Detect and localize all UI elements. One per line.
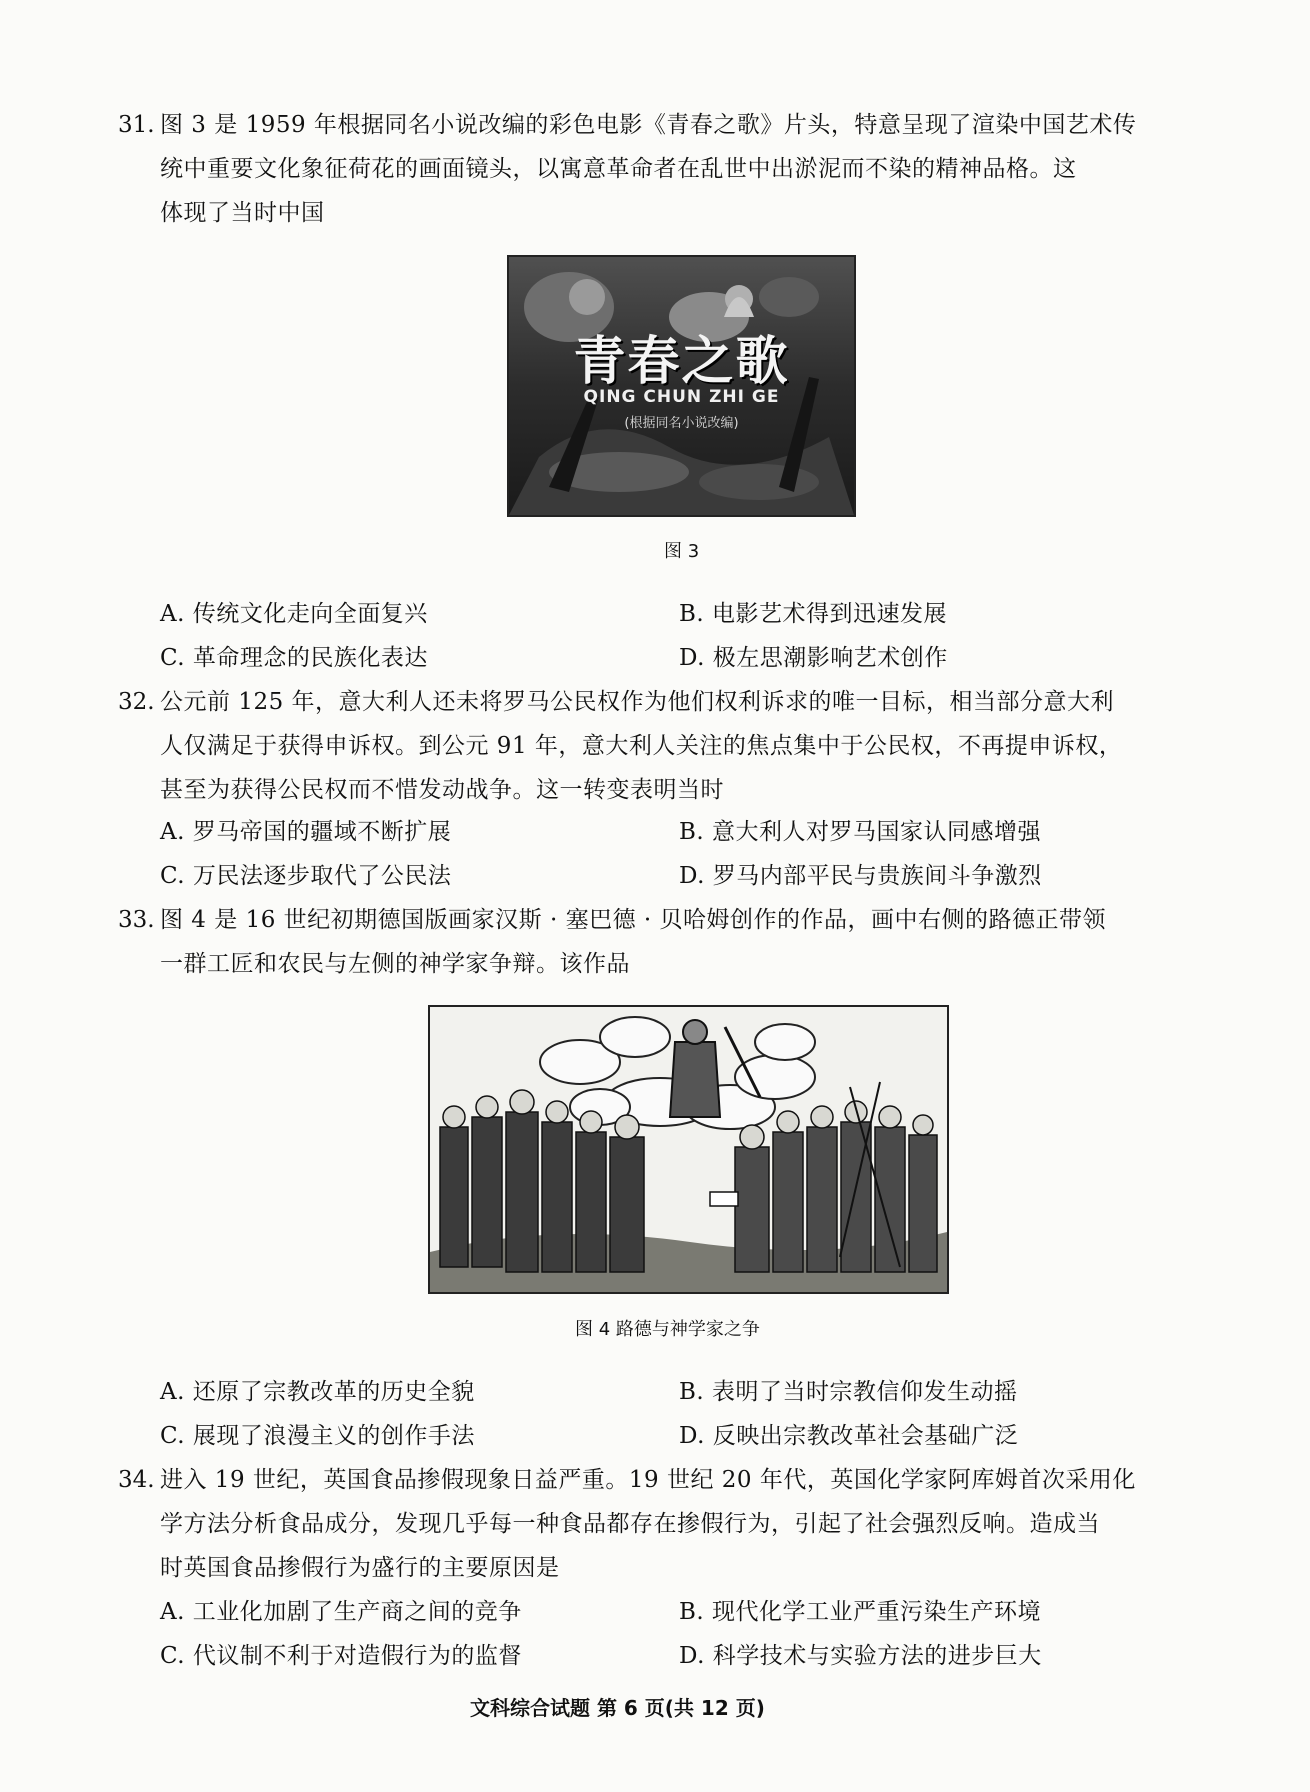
figure-3-film-still bbox=[507, 255, 856, 517]
film-title-pinyin: QING CHUN ZHI GE bbox=[583, 387, 780, 407]
film-title: 青春之歌 bbox=[573, 332, 790, 392]
question-text-line: 体现了当时中国 bbox=[160, 200, 325, 226]
question-number: 34. bbox=[118, 1467, 155, 1493]
option-a: A. 传统文化走向全面复兴 bbox=[160, 601, 428, 627]
option-a: A. 工业化加剧了生产商之间的竞争 bbox=[160, 1599, 522, 1625]
option-c: C. 万民法逐步取代了公民法 bbox=[160, 863, 452, 889]
option-d: D. 科学技术与实验方法的进步巨大 bbox=[679, 1643, 1042, 1669]
woodcut-image bbox=[430, 1007, 947, 1292]
option-c: C. 展现了浪漫主义的创作手法 bbox=[160, 1423, 475, 1449]
question-text-line: 人仅满足于获得申诉权。到公元 91 年，意大利人关注的焦点集中于公民权，不再提申诉权， bbox=[160, 733, 1123, 759]
option-b: B. 现代化学工业严重污染生产环境 bbox=[679, 1599, 1042, 1625]
figure-caption: 图 4 路德与神学家之争 bbox=[575, 1319, 760, 1340]
option-b: B. 意大利人对罗马国家认同感增强 bbox=[679, 819, 1042, 845]
question-text-line: 统中重要文化象征荷花的画面镜头，以寓意革命者在乱世中出淤泥而不染的精神品格。这 bbox=[160, 156, 1077, 182]
question-text-line: 甚至为获得公民权而不惜发动战争。这一转变表明当时 bbox=[160, 777, 724, 803]
question-number: 32. bbox=[118, 689, 155, 715]
option-a: A. 还原了宗教改革的历史全貌 bbox=[160, 1379, 475, 1405]
option-b: B. 表明了当时宗教信仰发生动摇 bbox=[679, 1379, 1018, 1405]
figure-4-woodcut bbox=[428, 1005, 949, 1294]
option-d: D. 罗马内部平民与贵族间斗争激烈 bbox=[679, 863, 1042, 889]
question-text-line: 图 4 是 16 世纪初期德国版画家汉斯 · 塞巴德 · 贝哈姆创作的作品，画中右侧的路德正带领 bbox=[160, 907, 1107, 933]
question-text-line: 公元前 125 年，意大利人还未将罗马公民权作为他们权利诉求的唯一目标，相当部分意大利 bbox=[160, 689, 1115, 715]
option-a: A. 罗马帝国的疆域不断扩展 bbox=[160, 819, 452, 845]
page-footer: 文科综合试题 第 6 页(共 12 页) bbox=[470, 1696, 765, 1720]
option-d: D. 反映出宗教改革社会基础广泛 bbox=[679, 1423, 1019, 1449]
question-text-line: 进入 19 世纪，英国食品掺假现象日益严重。19 世纪 20 年代，英国化学家阿库姆首次采用化 bbox=[160, 1467, 1136, 1493]
question-number: 33. bbox=[118, 907, 155, 933]
option-c: C. 革命理念的民族化表达 bbox=[160, 645, 428, 671]
figure-caption: 图 3 bbox=[664, 541, 700, 562]
question-text-line: 时英国食品掺假行为盛行的主要原因是 bbox=[160, 1555, 560, 1581]
option-d: D. 极左思潮影响艺术创作 bbox=[679, 645, 948, 671]
option-b: B. 电影艺术得到迅速发展 bbox=[679, 601, 948, 627]
question-text-line: 一群工匠和农民与左侧的神学家争辩。该作品 bbox=[160, 951, 630, 977]
film-subtitle: (根据同名小说改编) bbox=[624, 416, 739, 431]
question-number: 31. bbox=[118, 112, 155, 138]
question-text-line: 图 3 是 1959 年根据同名小说改编的彩色电影《青春之歌》片头，特意呈现了渲染中国艺术传 bbox=[160, 112, 1137, 138]
question-text-line: 学方法分析食品成分，发现几乎每一种食品都存在掺假行为，引起了社会强烈反响。造成当 bbox=[160, 1511, 1100, 1537]
option-c: C. 代议制不利于对造假行为的监督 bbox=[160, 1643, 522, 1669]
